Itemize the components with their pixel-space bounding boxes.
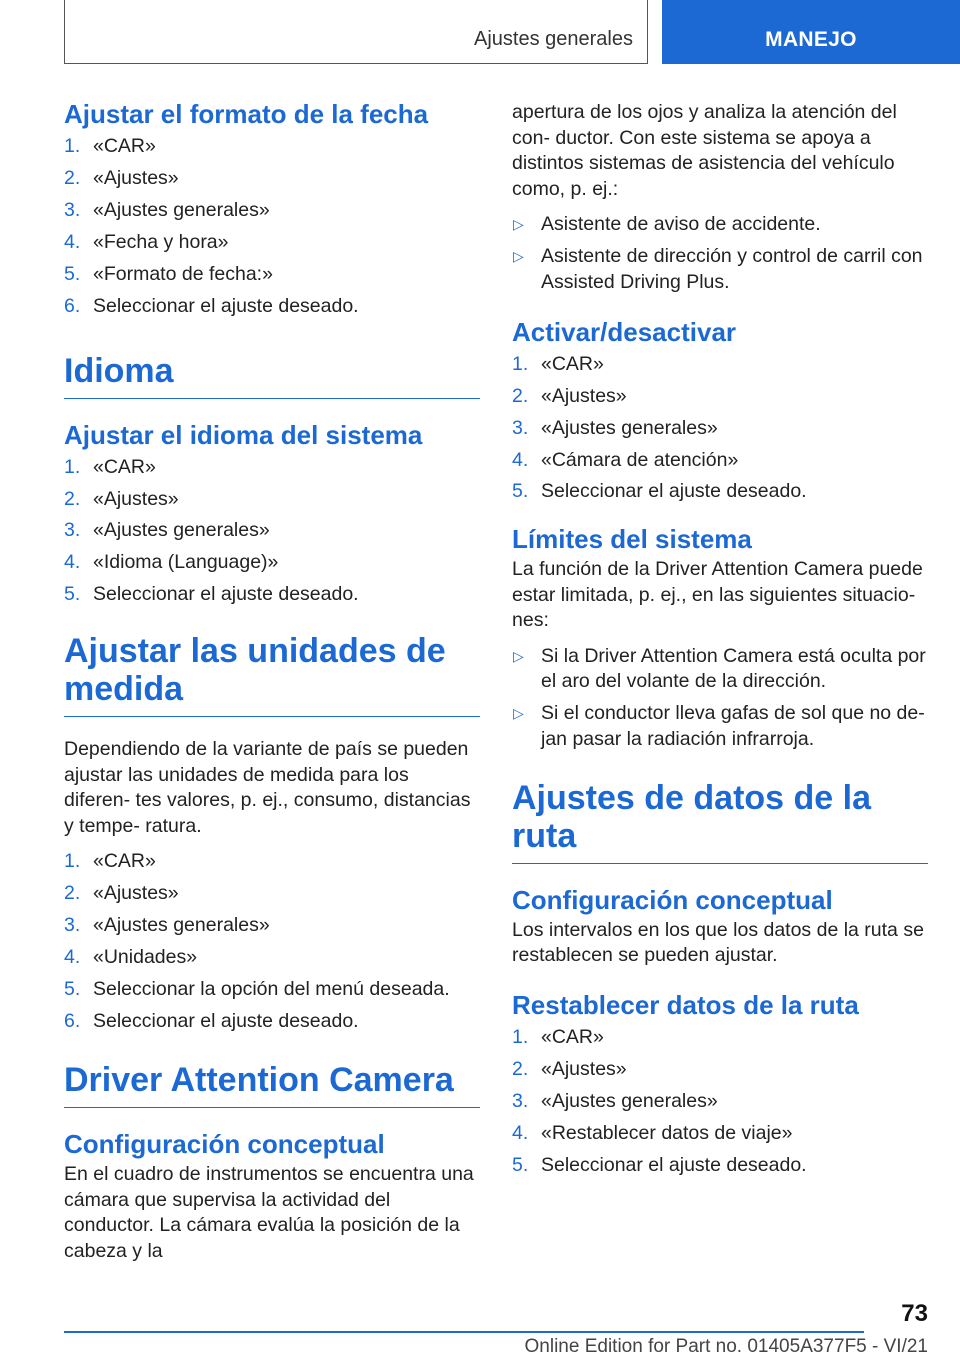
step-text: «Ajustes generales» xyxy=(93,519,270,542)
step-item xyxy=(64,487,480,513)
step-text: «Cámara de atención» xyxy=(541,448,739,471)
step-number: 5. xyxy=(512,1153,529,1176)
step-item xyxy=(512,448,928,474)
footer-edition: Online Edition for Part no. 01405A377F5 - VI/21 xyxy=(524,1336,928,1357)
step-number: 3. xyxy=(512,416,529,439)
step-number: 3. xyxy=(64,914,81,937)
step-number: 5. xyxy=(64,978,81,1001)
step-number: 2. xyxy=(512,384,529,407)
step-number: 1. xyxy=(64,455,81,478)
step-text: «Ajustes generales» xyxy=(93,198,270,221)
step-number: 4. xyxy=(64,946,81,969)
para-unidades: Dependiendo de la variante de país se pueden ajustar las unidades de medida para los diferen‐ tes valores, p. ej., consumo, distancias y tempe‐ ratura. xyxy=(64,738,471,837)
step-number: 2. xyxy=(64,487,81,510)
step-text: «Ajustes» xyxy=(541,384,627,407)
step-text: Seleccionar la opción del menú deseada. xyxy=(93,978,450,1001)
bullet-text: Si la Driver Attention Camera está oculta por el aro del volante de la dirección. xyxy=(541,644,926,693)
step-item xyxy=(512,1025,928,1051)
heading-idioma: Idioma xyxy=(64,352,480,399)
step-text: Seleccionar el ajuste deseado. xyxy=(93,1010,359,1033)
heading-dac-configuracion: Configuración conceptual xyxy=(64,1128,385,1159)
bullet-item xyxy=(512,644,928,695)
steps-idioma xyxy=(64,455,480,609)
step-item xyxy=(64,230,480,256)
heading-idioma-sistema: Ajustar el idioma del sistema xyxy=(64,419,423,450)
step-text: «Restablecer datos de viaje» xyxy=(541,1121,793,1144)
step-number: 4. xyxy=(512,1121,529,1144)
right-column xyxy=(512,100,928,1185)
step-text: Seleccionar el ajuste deseado. xyxy=(541,480,807,503)
header-chapter-tab xyxy=(662,0,960,64)
step-item xyxy=(64,1009,480,1035)
bullet-item xyxy=(512,244,928,295)
step-text: «Formato de fecha:» xyxy=(93,262,273,285)
bullet-item xyxy=(512,212,928,238)
step-item xyxy=(64,134,480,160)
step-item xyxy=(64,582,480,608)
heading-limites: Límites del sistema xyxy=(512,524,752,555)
header-section-box xyxy=(64,0,648,64)
step-item xyxy=(64,262,480,288)
step-text: «Ajustes» xyxy=(93,882,179,905)
step-item xyxy=(512,1121,928,1147)
step-text: «CAR» xyxy=(541,352,604,375)
heading-activar: Activar/desactivar xyxy=(512,316,737,347)
step-number: 1. xyxy=(512,1025,529,1048)
step-number: 5. xyxy=(512,480,529,503)
bullet-text: Si el conductor lleva gafas de sol que no de‐ jan pasar la radiación infrarroja. xyxy=(541,702,925,751)
heading-driver-attention-camera: Driver Attention Camera xyxy=(64,1061,480,1108)
step-text: «Ajustes» xyxy=(541,1057,627,1080)
step-text: «Ajustes generales» xyxy=(541,416,718,439)
bullet-item xyxy=(512,701,928,752)
para-limites: La función de la Driver Attention Camera puede estar limitada, p. ej., en las siguientes situacio‐ nes: xyxy=(512,558,923,632)
step-item xyxy=(64,849,480,875)
step-item xyxy=(64,977,480,1003)
step-text: «CAR» xyxy=(93,850,156,873)
para-dac-continued: apertura de los ojos y analiza la atención del con‐ ductor. Con este sistema se apoya a distintos sistemas de asistencia del vehículo como, p. ej.: xyxy=(512,101,897,200)
step-item xyxy=(64,198,480,224)
step-text: «Ajustes generales» xyxy=(93,914,270,937)
bullets-asistencia xyxy=(512,212,928,295)
heading-unidades: Ajustar las unidades de medida xyxy=(64,632,480,717)
step-number: 2. xyxy=(512,1057,529,1080)
heading-ajustes-ruta: Ajustes de datos de la ruta xyxy=(512,779,928,864)
step-item xyxy=(512,416,928,442)
header-section-title: Ajustes generales xyxy=(474,28,633,50)
steps-restablecer xyxy=(512,1025,928,1179)
heading-fecha: Ajustar el formato de la fecha xyxy=(64,99,429,129)
step-text: «Fecha y hora» xyxy=(93,230,229,253)
step-number: 1. xyxy=(512,352,529,375)
step-item xyxy=(512,352,928,378)
step-item xyxy=(64,294,480,320)
footer-divider xyxy=(64,1331,864,1333)
step-number: 4. xyxy=(64,230,81,253)
step-number: 3. xyxy=(512,1089,529,1112)
step-number: 2. xyxy=(64,882,81,905)
left-column xyxy=(64,98,480,1264)
step-number: 6. xyxy=(64,1010,81,1033)
heading-ruta-configuracion: Configuración conceptual xyxy=(512,884,833,915)
step-item xyxy=(64,550,480,576)
step-text: «Idioma (Language)» xyxy=(93,551,279,574)
step-number: 1. xyxy=(64,135,81,157)
step-item xyxy=(64,166,480,192)
step-text: «Ajustes» xyxy=(93,487,179,510)
para-ruta: Los intervalos en los que los datos de la ruta se restablecen se pueden ajustar. xyxy=(512,918,924,967)
bullet-text: Asistente de dirección y control de carril con Assisted Driving Plus. xyxy=(541,245,923,293)
step-item xyxy=(64,518,480,544)
para-dac: En el cuadro de instrumentos se encuentra una cámara que supervisa la actividad del conductor. La cámara evalúa la posición de la cabeza y la xyxy=(64,1162,474,1262)
step-item xyxy=(512,479,928,505)
step-text: Seleccionar el ajuste deseado. xyxy=(93,294,359,317)
step-text: «CAR» xyxy=(541,1025,604,1048)
step-number: 4. xyxy=(64,551,81,574)
step-item xyxy=(64,881,480,907)
step-item xyxy=(512,1057,928,1083)
step-text: Seleccionar el ajuste deseado. xyxy=(541,1153,807,1176)
page-header xyxy=(0,0,960,66)
triangle-right-icon: ▷ xyxy=(513,705,524,722)
step-item xyxy=(64,455,480,481)
step-number: 4. xyxy=(512,448,529,471)
step-item xyxy=(512,1153,928,1179)
bullet-text: Asistente de aviso de accidente. xyxy=(541,213,821,236)
steps-unidades xyxy=(64,849,480,1035)
bullets-limites xyxy=(512,644,928,753)
step-text: «Ajustes» xyxy=(93,166,179,189)
step-item xyxy=(512,384,928,410)
header-chapter-label: MANEJO xyxy=(765,28,857,51)
step-number: 6. xyxy=(64,294,81,317)
step-text: «CAR» xyxy=(93,135,156,157)
triangle-right-icon: ▷ xyxy=(513,647,524,664)
step-text: «Unidades» xyxy=(93,946,198,969)
step-number: 1. xyxy=(64,850,81,873)
step-item xyxy=(512,1089,928,1115)
step-number: 5. xyxy=(64,583,81,606)
triangle-right-icon: ▷ xyxy=(513,216,524,233)
step-number: 3. xyxy=(64,519,81,542)
step-number: 2. xyxy=(64,166,81,189)
steps-fecha xyxy=(64,134,480,320)
step-item xyxy=(64,913,480,939)
heading-restablecer: Restablecer datos de la ruta xyxy=(512,989,859,1020)
page-number: 73 xyxy=(901,1300,928,1327)
steps-activar xyxy=(512,352,928,506)
step-text: «CAR» xyxy=(93,455,156,478)
step-text: «Ajustes generales» xyxy=(541,1089,718,1112)
triangle-right-icon: ▷ xyxy=(513,248,524,265)
step-number: 5. xyxy=(64,262,81,285)
step-number: 3. xyxy=(64,198,81,221)
step-item xyxy=(64,945,480,971)
step-text: Seleccionar el ajuste deseado. xyxy=(93,583,359,606)
